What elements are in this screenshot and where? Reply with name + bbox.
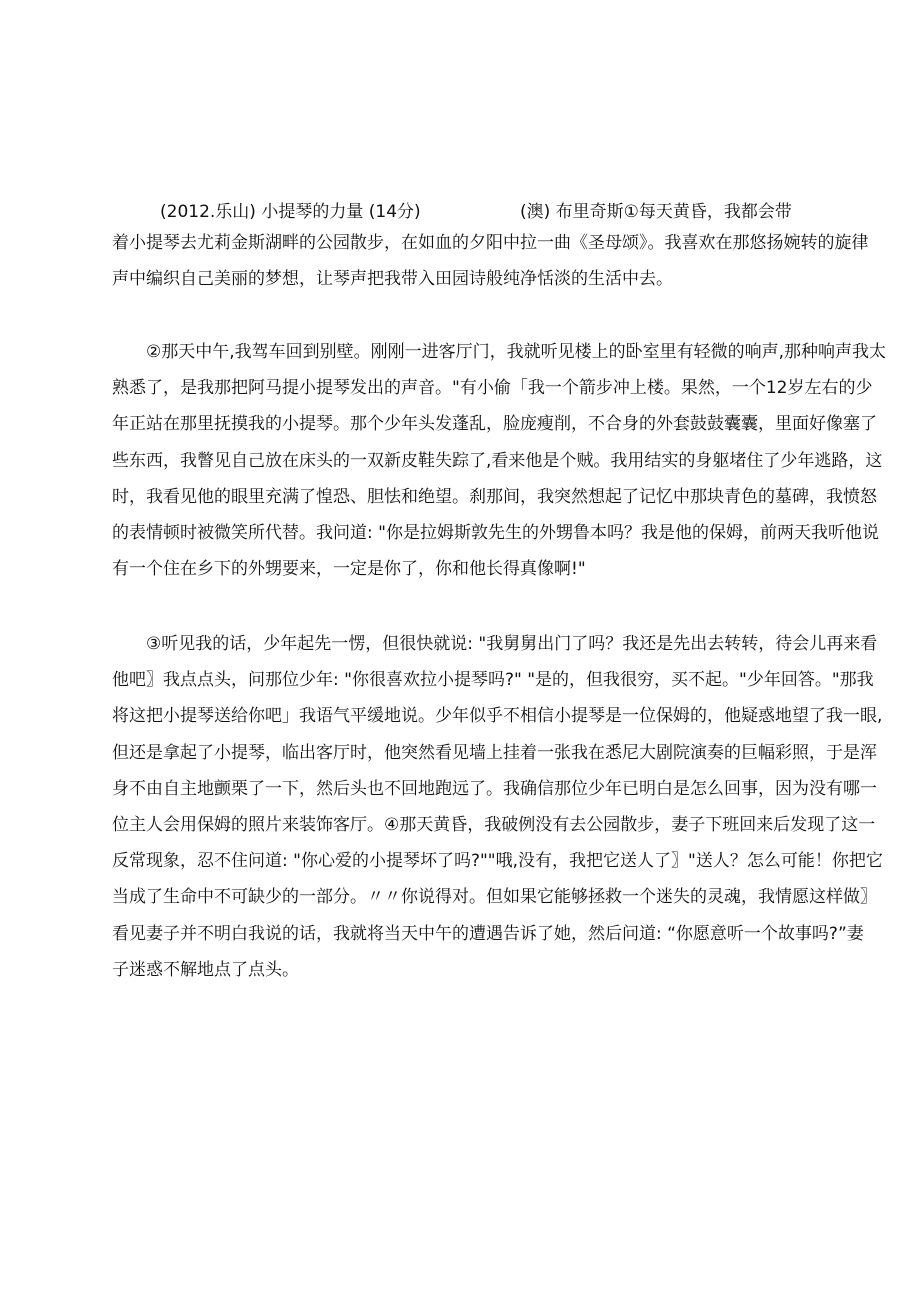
- paragraph-3-line: [0, 773, 920, 805]
- paragraph-2-line: [0, 445, 920, 477]
- paragraph-1-line: [0, 263, 920, 295]
- paragraph-3-line: [0, 954, 920, 986]
- paragraph-2-line: [0, 517, 920, 549]
- paragraph-2-line: [0, 481, 920, 513]
- paragraph-text: 着小提琴去尤莉金斯湖畔的公园散步，在如血的夕阳中拉一曲《圣母颂》。我喜欢在那悠扬婉转的旋律: [112, 233, 869, 253]
- paragraph-3-line: [0, 809, 920, 841]
- paragraph-text: 将这把小提琴送给你吧」我语气平缓地说。少年似乎不相信小提琴是一位保姆的，他疑惑地望了我一眼,: [112, 706, 883, 727]
- paragraph-text: 看见妻子并不明白我说的话，我就将当天中午的遭遇告诉了她，然后问道: “你愿意听一个故事吗?”妻: [112, 923, 864, 944]
- paragraph-text: 的表情顿时被微笑所代替。我问道: "你是拉姆斯敦先生的外甥鲁本吗？我是他的保姆，前两天我听他说: [112, 523, 879, 543]
- paragraph-3-line: [0, 664, 920, 696]
- paragraph-text: 位主人会用保姆的照片来装饰客厅。④那天黄昏，我破例没有去公园散步，妻子下班回来后发现了这一: [112, 815, 876, 835]
- paragraph-3-line: [0, 700, 920, 732]
- paragraph-text: 熟悉了，是我那把阿马提小提琴发出的声音。"有小偷「我一个箭步冲上楼。果然，一个12岁左右的少: [112, 378, 873, 399]
- paragraph-3-line: [0, 918, 920, 950]
- paragraph-text: 反常现象，忍不住问道: "你心爱的小提琴坏了吗?""哦,没有，我把它送人了〗"送人？怎么可能！你把它: [112, 851, 883, 872]
- paragraph-3-line: [0, 881, 920, 913]
- paragraph-text: ③听见我的话，少年起先一愣，但很快就说: "我舅舅出门了吗？我还是先出去转转，待会儿再来看: [146, 634, 878, 654]
- paragraph-text: 有一个住在乡下的外甥要来，一定是你了，你和他长得真像啊!": [112, 559, 586, 580]
- paragraph-1-line: [0, 227, 920, 259]
- paragraph-text: 子迷惑不解地点了点头。: [112, 959, 299, 980]
- paragraph-2-line: [0, 336, 920, 368]
- paragraph-3-line: [0, 845, 920, 877]
- paragraph-text: 时，我看见他的眼里充满了惶恐、胆怯和绝望。刹那间，我突然想起了记忆中那块青色的墓碑，我愤怒: [112, 486, 877, 507]
- header-line: [0, 196, 920, 228]
- paragraph-text: 声中编织自己美丽的梦想，让琴声把我带入田园诗般纯净恬淡的生活中去。: [112, 269, 673, 290]
- author-text: (澳) 布里奇斯①每天黄昏，我都会带: [520, 202, 792, 222]
- paragraph-text: 他吧〗我点点头，问那位少年: "你很喜欢拉小提琴吗?" "是的，但我很穷，买不起。"少年回答。"那我: [112, 670, 874, 691]
- paragraph-2-line: [0, 553, 920, 585]
- paragraph-text: 但还是拿起了小提琴，临出客厅时，他突然看见墙上挂着一张我在悉尼大剧院演奏的巨幅彩照，于是浑: [112, 742, 877, 763]
- paragraph-text: 当成了生命中不可缺少的一部分。〃〃你说得对。但如果它能够拯救一个迷失的灵魂，我情愿这样做〗: [112, 887, 877, 908]
- paragraph-text: 身不由自主地颤栗了一下，然后头也不回地跑远了。我确信那位少年已明白是怎么回事，因为没有哪一: [112, 778, 877, 799]
- paragraph-3-line: [0, 628, 920, 660]
- paragraph-text: 年正站在那里抚摸我的小提琴。那个少年头发蓬乱，脸庞瘦削，不合身的外套鼓鼓囊囊，里面好像塞了: [112, 414, 877, 435]
- title-text: (2012.乐山) 小提琴的力量 (14分): [160, 202, 421, 222]
- paragraph-text: 些东西，我瞥见自己放在床头的一双新皮鞋失踪了,看来他是个贼。我用结实的身躯堵住了少年逃路，这: [112, 450, 883, 471]
- paragraph-3-line: [0, 737, 920, 769]
- paragraph-text: ②那天中午,我驾车回到别壁。刚刚一进客厅门，我就听见楼上的卧室里有轻微的响声,那种响声我太: [146, 342, 887, 362]
- paragraph-2-line: [0, 408, 920, 440]
- paragraph-2-line: [0, 372, 920, 404]
